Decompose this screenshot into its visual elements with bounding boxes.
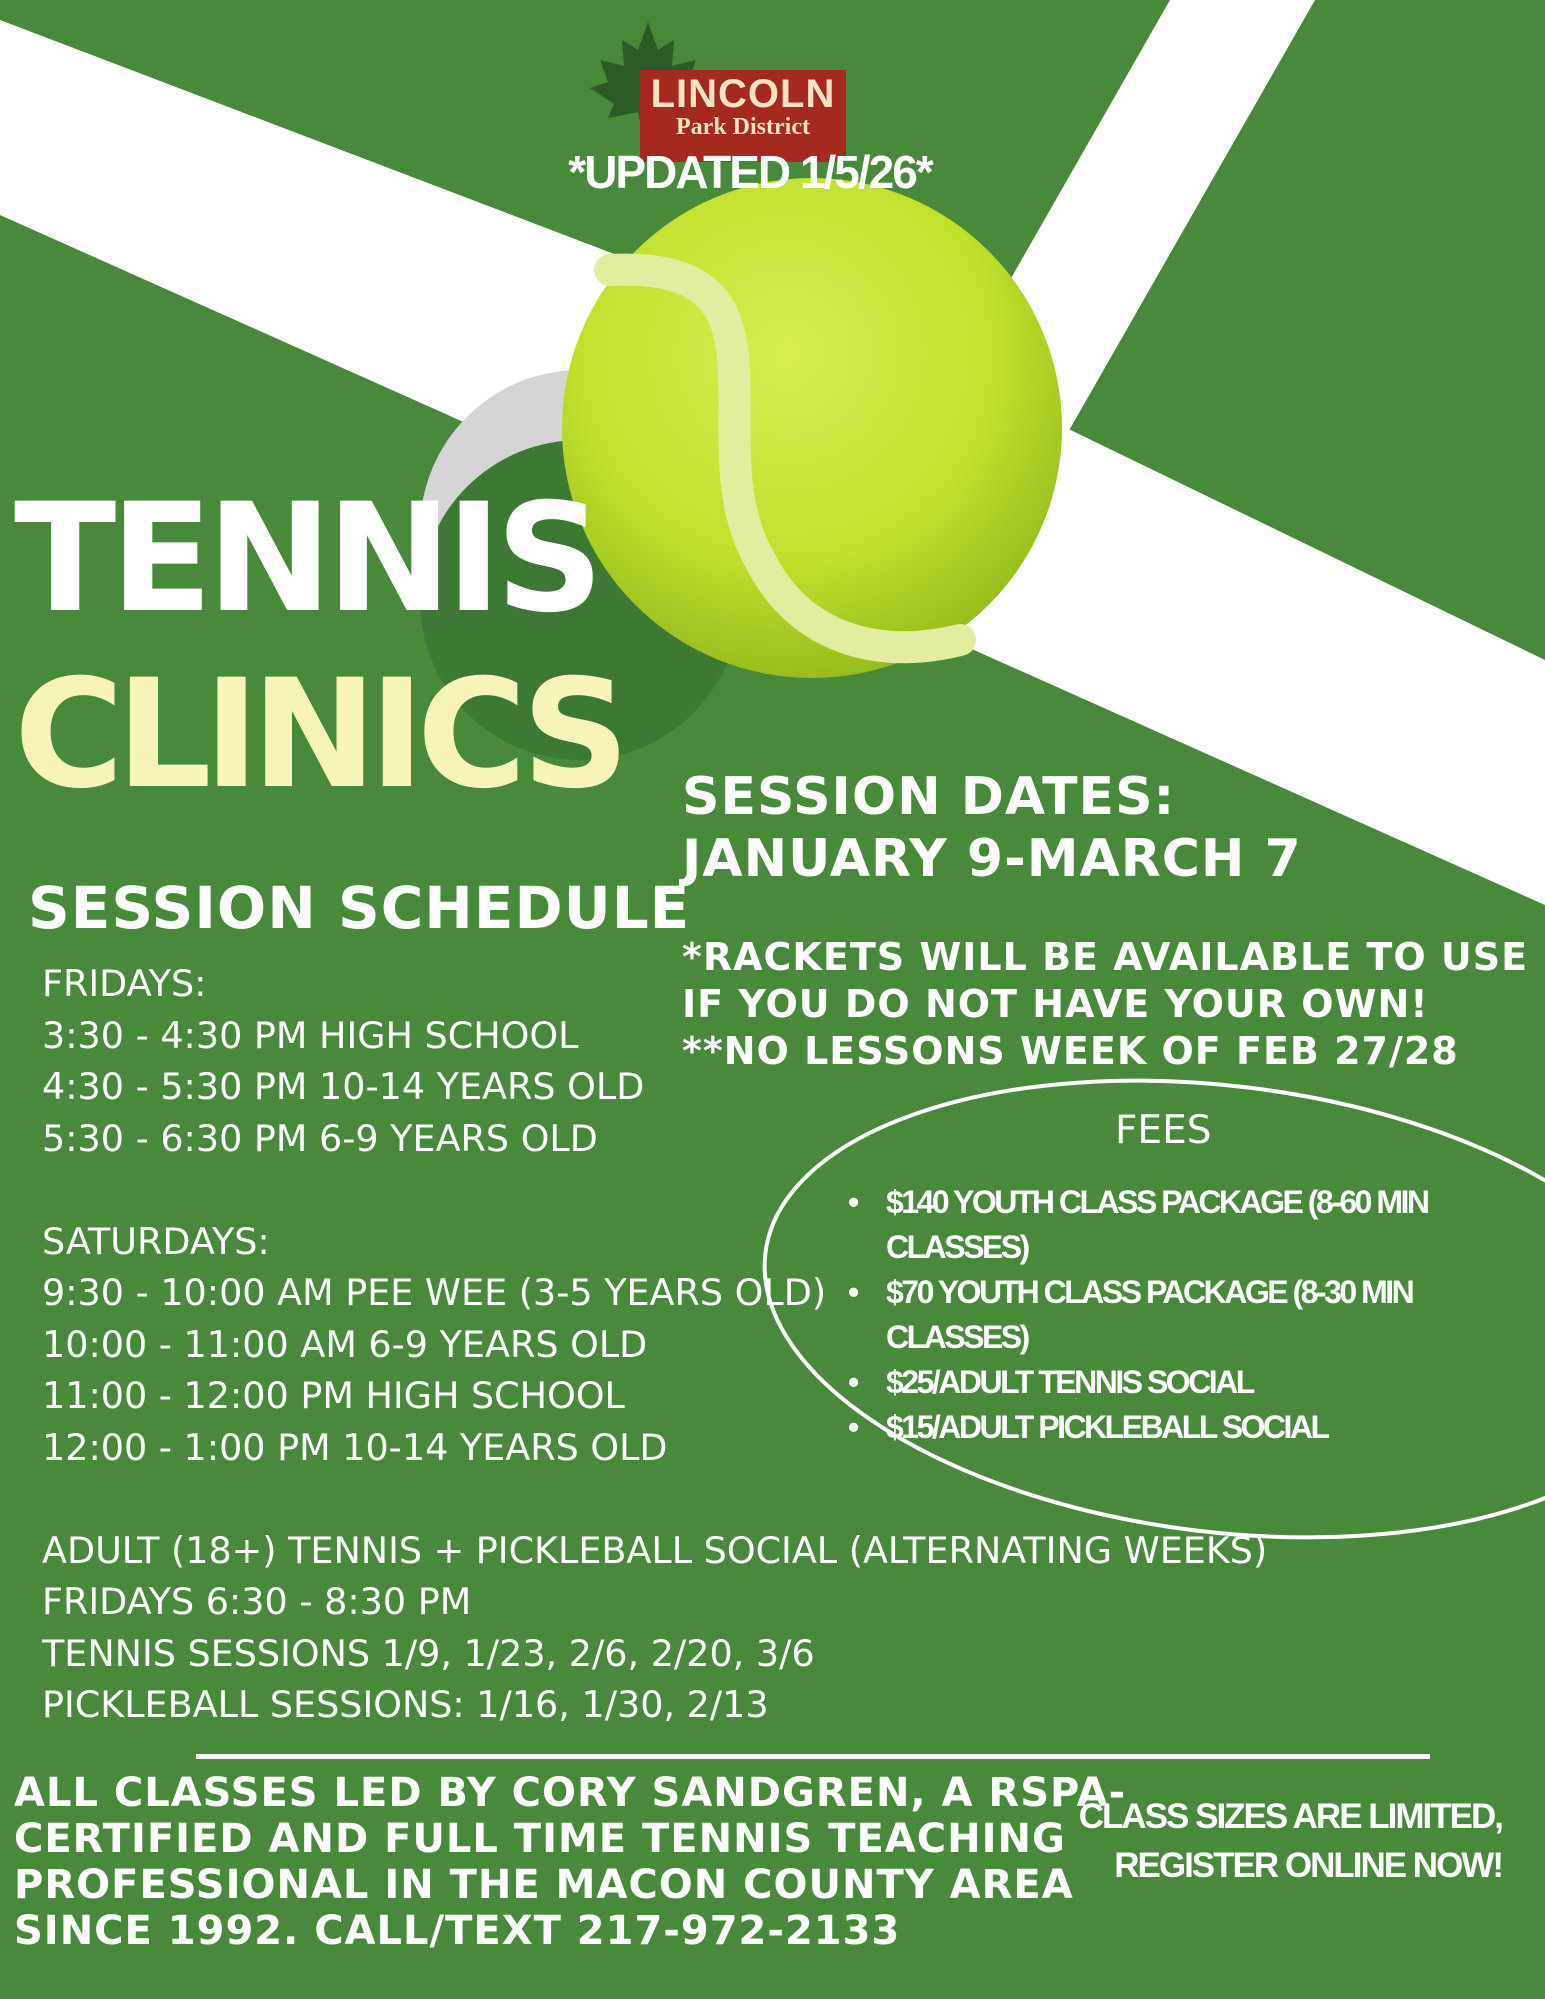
fees-heading: FEES [1115,1108,1212,1153]
schedule-line: 3:30 - 4:30 PM HIGH SCHOOL [42,1013,579,1057]
bullet-icon: • [848,1364,857,1400]
notes [682,934,1528,1075]
note-line: IF YOU DO NOT HAVE YOUR OWN! [682,982,1429,1026]
fee-item [848,1270,1528,1360]
instructor-line: SINCE 1992. CALL/TEXT 217-972-2133 [14,1908,901,1954]
fee-item [848,1360,1528,1405]
schedule-line: 4:30 - 5:30 PM 10-14 YEARS OLD [42,1065,645,1108]
instructor-line: CERTIFIED AND FULL TIME TENNIS TEACHING [14,1816,1066,1862]
fee-text: $25/ADULT TENNIS SOCIAL [886,1364,1253,1400]
schedule-line [42,1473,1267,1525]
logo-subtitle: Park District [676,114,810,140]
fee-text: $15/ADULT PICKLEBALL SOCIAL [886,1409,1328,1445]
fee-item [848,1405,1528,1450]
session-dates-range: JANUARY 9-MARCH 7 [682,829,1302,889]
register-line: CLASS SIZES ARE LIMITED, [1078,1797,1502,1836]
fee-text: $70 YOUTH CLASS PACKAGE (8-30 MIN CLASSES) [886,1274,1413,1355]
note-line: **NO LESSONS WEEK OF FEB 27/28 [682,1029,1459,1073]
bullet-icon: • [848,1184,857,1220]
schedule-line: 5:30 - 6:30 PM 6-9 YEARS OLD [42,1116,598,1160]
schedule-line: TENNIS SESSIONS 1/9, 1/23, 2/6, 2/20, 3/6 [42,1631,815,1675]
note-line: *RACKETS WILL BE AVAILABLE TO USE [682,935,1529,979]
schedule-line: 11:00 - 12:00 PM HIGH SCHOOL [42,1374,625,1417]
schedule-line: ADULT (18+) TENNIS + PICKLEBALL SOCIAL (ALTERNATING WEEKS) [42,1528,1268,1572]
register-callout [1060,1792,1502,1890]
schedule-line: SATURDAYS: [42,1219,270,1263]
session-schedule-heading: SESSION SCHEDULE [28,874,691,942]
schedule-line: 9:30 - 10:00 AM PEE WEE (3-5 YEARS OLD) [42,1271,827,1314]
lincoln-park-district-logo [582,22,862,152]
schedule-line: FRIDAYS: [42,962,207,1005]
instructor-info [14,1770,1126,1954]
register-line: REGISTER ONLINE NOW! [1114,1846,1502,1885]
title-clinics: CLINICS [14,648,622,822]
fees-list [848,1180,1528,1450]
bullet-icon: • [848,1409,857,1445]
bullet-icon: • [848,1274,857,1310]
session-dates [682,766,1302,890]
schedule-line: FRIDAYS 6:30 - 8:30 PM [42,1580,472,1623]
updated-date: *UPDATED 1/5/26* [568,146,932,198]
fee-text: $140 YOUTH CLASS PACKAGE (8-60 MIN CLASSES) [886,1184,1428,1265]
instructor-line: PROFESSIONAL IN THE MACON COUNTY AREA [14,1862,1074,1908]
title-tennis: TENNIS [14,472,598,646]
divider [196,1754,1430,1759]
schedule-line: PICKLEBALL SESSIONS: 1/16, 1/30, 2/13 [42,1683,769,1726]
fee-item [848,1180,1528,1270]
session-dates-label: SESSION DATES: [682,767,1176,827]
schedule-line: 12:00 - 1:00 PM 10-14 YEARS OLD [42,1425,668,1469]
instructor-line: ALL CLASSES LED BY CORY SANDGREN, A RSPA- [14,1770,1127,1816]
schedule-line: 10:00 - 11:00 AM 6-9 YEARS OLD [42,1322,648,1366]
logo-name: LINCOLN [650,72,836,116]
